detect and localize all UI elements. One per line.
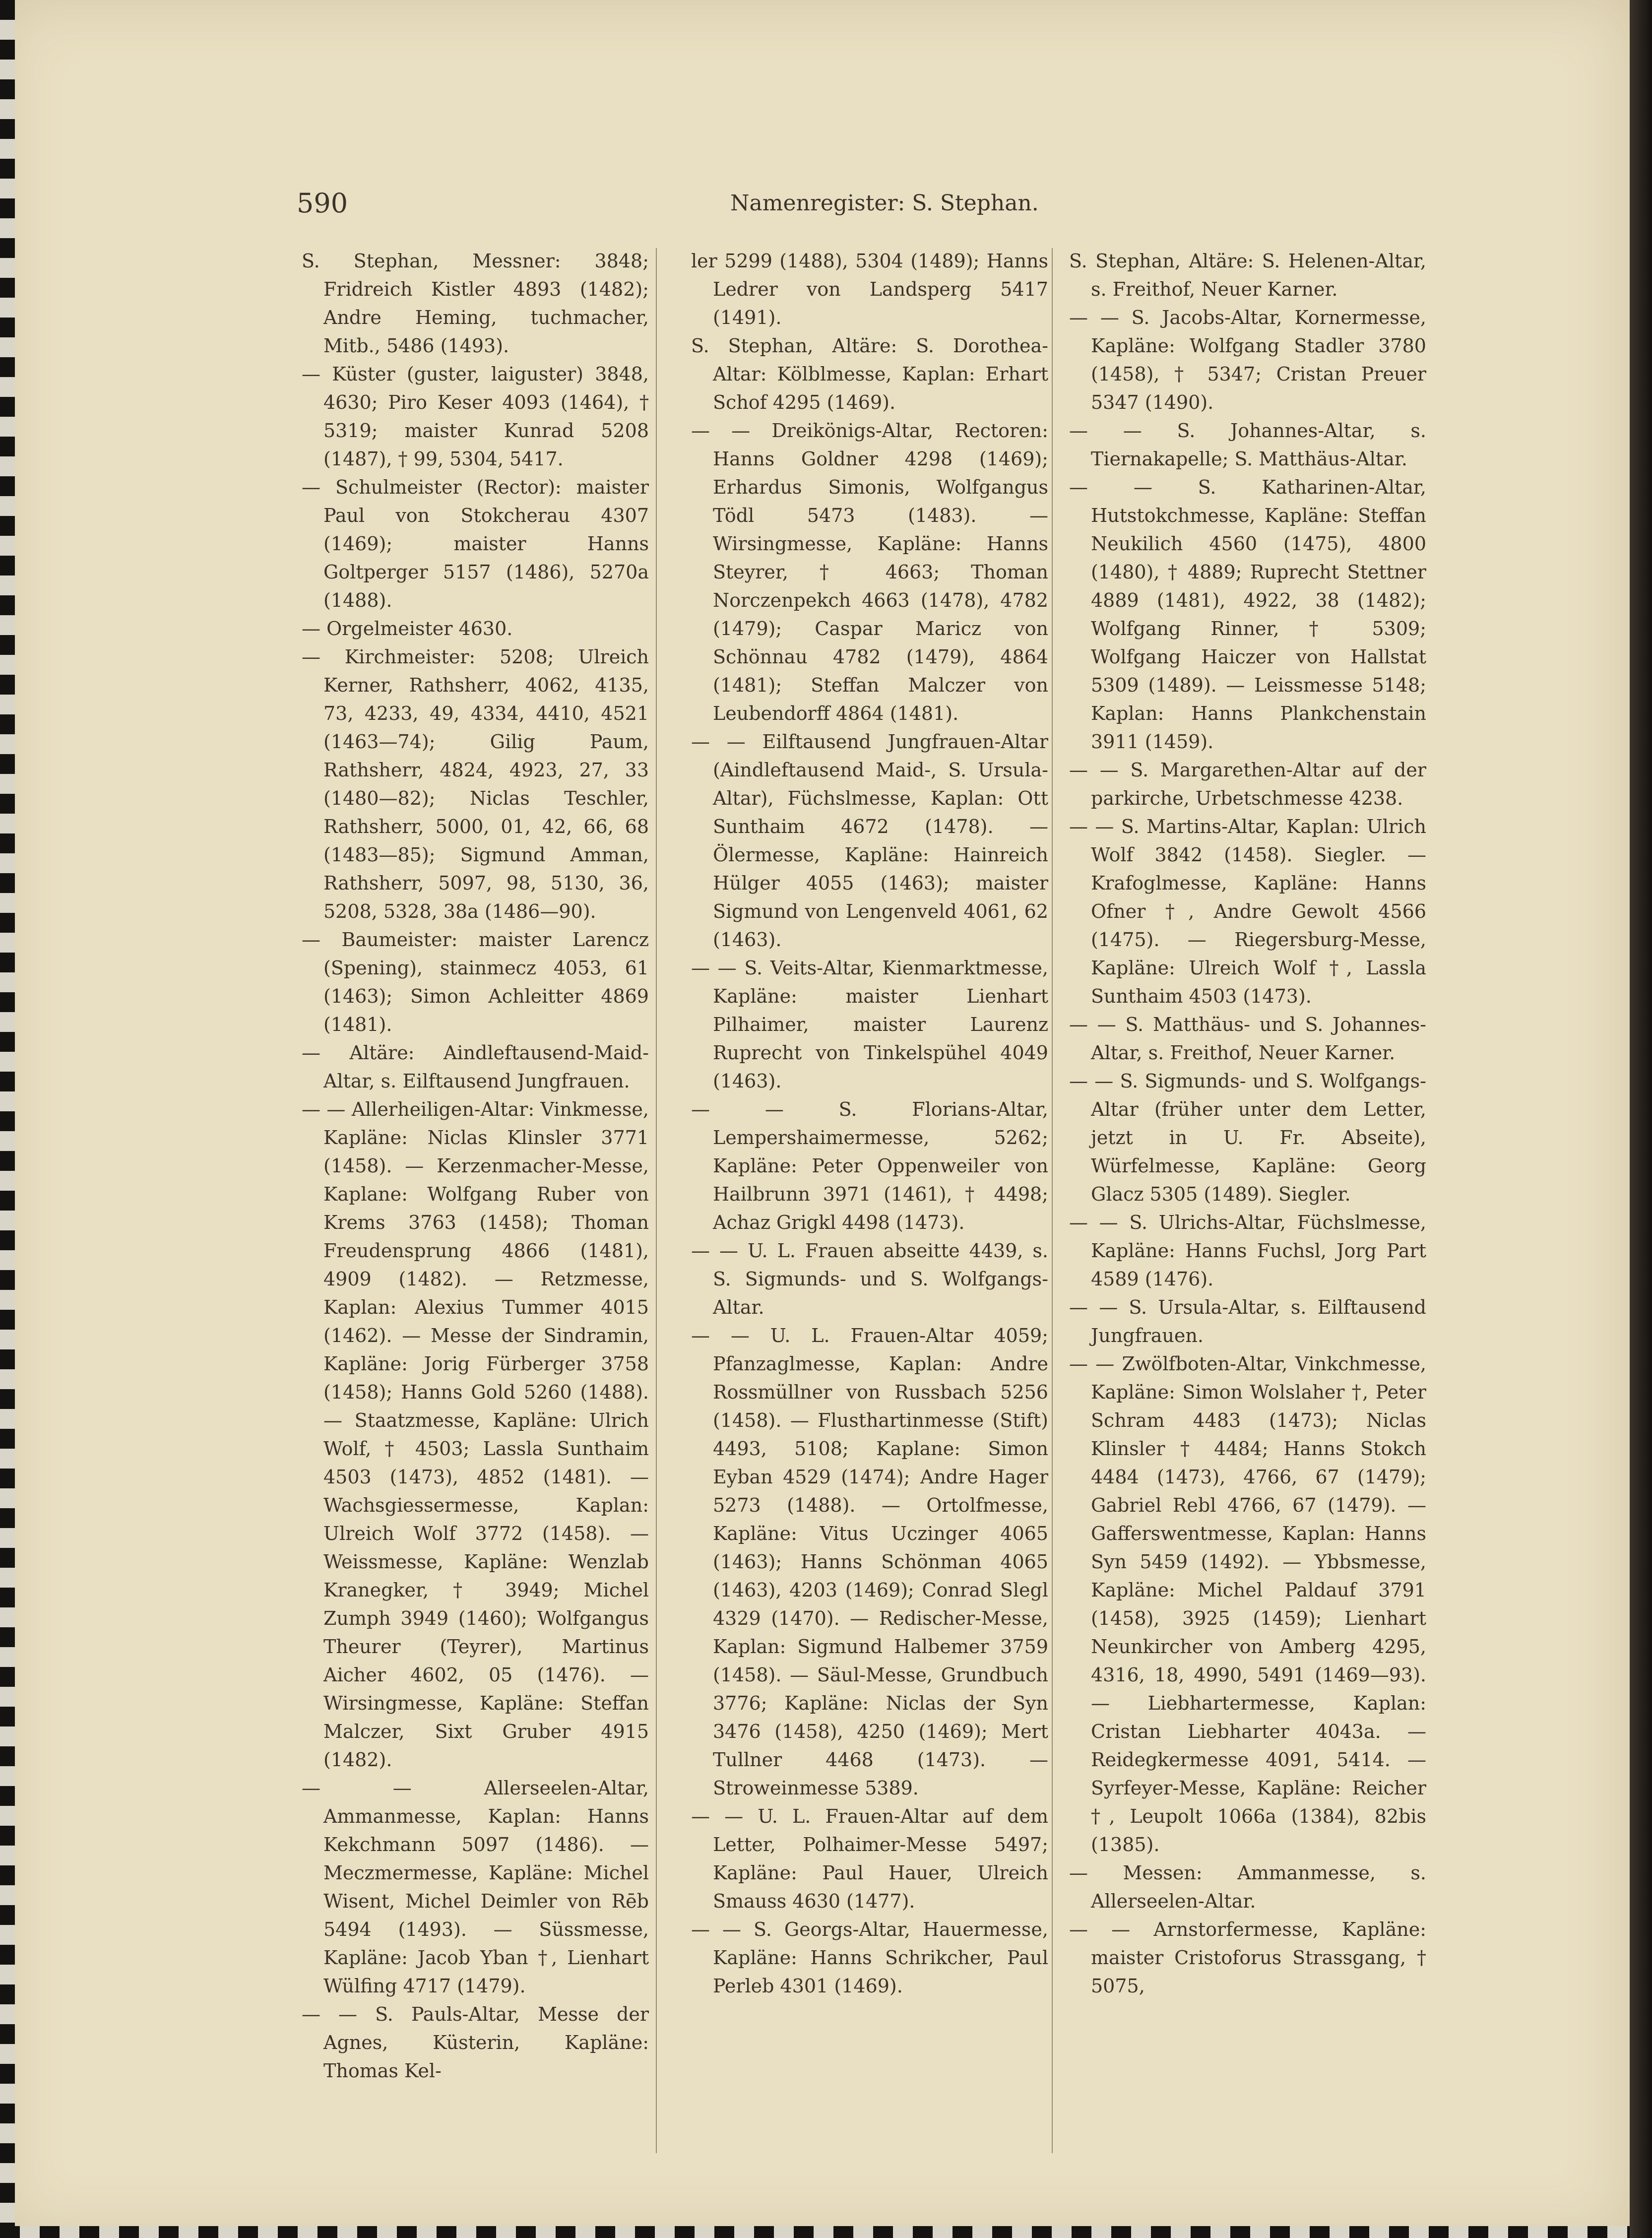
index-column-1 bbox=[302, 247, 649, 2182]
index-entry: — — S. Ursula-Altar, s. Eilftausend Jungfrauen. bbox=[1069, 1296, 1426, 1346]
index-column-3 bbox=[1069, 247, 1426, 2182]
index-entry: — — Dreikönigs-Altar, Rectoren: Hanns Goldner 4298 (1469); Erhardus Simonis, Wolfgangus Tödl 5473 (1483). — Wirsingmesse, Kapläne: Hanns Steyrer, † 4663; Thoman Norczenpekch 4663 (1478), 4782 (1479); Caspar Maricz von Schönnau 4782 (1479), 4864 (1481); Steffan Malczer von Leubendorff 4864 (1481). bbox=[691, 420, 1048, 724]
index-column-2 bbox=[691, 247, 1048, 2182]
index-entry: — — S. Katharinen-Altar, Hutstokchmesse, Kapläne: Steffan Neukilich 4560 (1475), 4800 (1480), † 4889; Ruprecht Stettner 4889 (1481), 4922, 38 (1482); Wolfgang Rinner, † 5309; Wolfgang Haiczer von Hallstat 5309 (1489). — Leissmesse 5148; Kaplan: Hanns Plankchenstain 3911 (1459). bbox=[1069, 476, 1426, 753]
index-entry: — Orgelmeister 4630. bbox=[302, 618, 513, 639]
index-entry: — Altäre: Aindleftausend-Maid-Altar, s. Eilftausend Jungfrauen. bbox=[302, 1042, 649, 1092]
page-number: 590 bbox=[297, 188, 348, 219]
index-entry: S. Stephan, Messner: 3848; Fridreich Kistler 4893 (1482); Andre Heming, tuchmacher, Mitb., 5486 (1493). bbox=[302, 250, 649, 357]
book-gutter bbox=[1630, 0, 1652, 2238]
index-entry: — — Allerseelen-Altar, Ammanmesse, Kaplan: Hanns Kekchmann 5097 (1486). — Meczmermesse, Kapläne: Michel Wisent, Michel Deimler von Rēb 5494 (1493). — Süssmesse, Kapläne: Jacob Yban †, Lienhart Wülfing 4717 (1479). bbox=[302, 1777, 649, 1997]
column-divider bbox=[656, 248, 657, 2153]
index-entry: — — S. Margarethen-Altar auf der parkirche, Urbetschmesse 4238. bbox=[1069, 759, 1426, 809]
running-head: Namenregister: S. Stephan. bbox=[730, 191, 1039, 216]
index-entry: — — S. Sigmunds- und S. Wolfgangs-Altar (früher unter dem Letter, jetzt in U. Fr. Abseite), Würfelmesse, Kapläne: Georg Glacz 5305 (1489). Siegler. bbox=[1069, 1070, 1426, 1205]
index-entry: — — Arnstorfermesse, Kapläne: maister Cristoforus Strassgang, † 5075, bbox=[1069, 1918, 1426, 1997]
index-entry: — — S. Veits-Altar, Kienmarktmesse, Kapläne: maister Lienhart Pilhaimer, maister Laurenz Ruprecht von Tinkelspühel 4049 (1463). bbox=[691, 957, 1048, 1092]
index-entry: — — Allerheiligen-Altar: Vinkmesse, Kapläne: Niclas Klinsler 3771 (1458). — Kerzenmacher-Messe, Kaplane: Wolfgang Ruber von Krems 3763 (1458); Thoman Freudensprung 4866 (1481), 4909 (1482). — Retzmesse, Kaplan: Alexius Tummer 4015 (1462). — Messe der Sindramin, Kapläne: Jorig Fürberger 3758 (1458); Hanns Gold 5260 (1488). — Staatzmesse, Kapläne: Ulrich Wolf, † 4503; Lassla Sunthaim 4503 (1473), 4852 (1481). — Wachsgiessermesse, Kaplan: Ulreich Wolf 3772 (1458). — Weissmesse, Kapläne: Wenzlab Kranegker, † 3949; Michel Zumph 3949 (1460); Wolfgangus Theurer (Teyrer), Martinus Aicher 4602, 05 (1476). — Wirsingmesse, Kapläne: Steffan Malczer, Sixt Gruber 4915 (1482). bbox=[302, 1098, 649, 1771]
index-entry: — — S. Pauls-Altar, Messe der Agnes, Küsterin, Kapläne: Thomas Kel- bbox=[302, 2003, 649, 2082]
color-scale-left bbox=[0, 0, 15, 2238]
color-scale-bottom bbox=[0, 2226, 1630, 2238]
index-entry: S. Stephan, Altäre: S. Helenen-Altar, s. Freithof, Neuer Karner. bbox=[1069, 250, 1426, 300]
index-entry: — — S. Martins-Altar, Kaplan: Ulrich Wolf 3842 (1458). Siegler. — Krafoglmesse, Kapläne: Hanns Ofner †, Andre Gewolt 4566 (1475). — Riegersburg-Messe, Kapläne: Ulreich Wolf †, Lassla Sunthaim 4503 (1473). bbox=[1069, 816, 1426, 1007]
index-entry: ler 5299 (1488), 5304 (1489); Hanns Ledrer von Landsperg 5417 (1491). bbox=[691, 250, 1048, 328]
index-entry: — Schulmeister (Rector): maister Paul von Stokcherau 4307 (1469); maister Hanns Goltperger 5157 (1486), 5270a (1488). bbox=[302, 476, 649, 611]
index-entry: — — U. L. Frauen abseitte 4439, s. S. Sigmunds- und S. Wolfgangs-Altar. bbox=[691, 1240, 1048, 1318]
index-entry: — Baumeister: maister Larencz (Spening), stainmecz 4053, 61 (1463); Simon Achleitter 4869 (1481). bbox=[302, 929, 649, 1035]
index-entry: — — Eilftausend Jungfrauen-Altar (Aindleftausend Maid-, S. Ursula-Altar), Füchslmesse, Kaplan: Ott Sunthaim 4672 (1478). — Ölermesse, Kapläne: Hainreich Hülger 4055 (1463); maister Sigmund von Lengenveld 4061, 62 (1463). bbox=[691, 731, 1048, 951]
page-header bbox=[0, 188, 1630, 217]
index-entry: — — S. Matthäus- und S. Johannes-Altar, s. Freithof, Neuer Karner. bbox=[1069, 1014, 1426, 1064]
index-entry: — — S. Johannes-Altar, s. Tiernakapelle; S. Matthäus-Altar. bbox=[1069, 420, 1426, 470]
index-entry: — — S. Jacobs-Altar, Kornermesse, Kapläne: Wolfgang Stadler 3780 (1458), † 5347; Cristan Preuer 5347 (1490). bbox=[1069, 307, 1426, 413]
index-entry: — — S. Florians-Altar, Lempershaimermesse, 5262; Kapläne: Peter Oppenweiler von Hailbrunn 3971 (1461), † 4498; Achaz Grigkl 4498 (1473). bbox=[691, 1098, 1048, 1233]
index-entry: — Küster (guster, laiguster) 3848, 4630; Piro Keser 4093 (1464), † 5319; maister Kunrad 5208 (1487), † 99, 5304, 5417. bbox=[302, 363, 649, 470]
index-entry: — — S. Ulrichs-Altar, Füchslmesse, Kapläne: Hanns Fuchsl, Jorg Part 4589 (1476). bbox=[1069, 1212, 1426, 1290]
index-entry: — Kirchmeister: 5208; Ulreich Kerner, Rathsherr, 4062, 4135, 73, 4233, 49, 4334, 4410, 4521 (1463—74); Gilig Paum, Rathsherr, 4824, 4923, 27, 33 (1480—82); Niclas Teschler, Rathsherr, 5000, 01, 42, 66, 68 (1483—85); Sigmund Amman, Rathsherr, 5097, 98, 5130, 36, 5208, 5328, 38a (1486—90). bbox=[302, 646, 649, 922]
index-entry: — — S. Georgs-Altar, Hauermesse, Kapläne: Hanns Schrikcher, Paul Perleb 4301 (1469). bbox=[691, 1918, 1048, 1997]
index-entry: — — Zwölfboten-Altar, Vinkchmesse, Kapläne: Simon Wolslaher †, Peter Schram 4483 (1473); Niclas Klinsler † 4484; Hanns Stokch 4484 (1473), 4766, 67 (1479); Gabriel Rebl 4766, 67 (1479). — Gafferswentmesse, Kaplan: Hanns Syn 5459 (1492). — Ybbsmesse, Kapläne: Michel Paldauf 3791 (1458), 3925 (1459); Lienhart Neunkircher von Amberg 4295, 4316, 18, 4990, 5491 (1469—93). — Liebhartermesse, Kaplan: Cristan Liebharter 4043a. — Reidegkermesse 4091, 5414. — Syrfeyer-Messe, Kapläne: Reicher †, Leupolt 1066a (1384), 82bis (1385). bbox=[1069, 1353, 1426, 1855]
index-entry: — Messen: Ammanmesse, s. Allerseelen-Altar. bbox=[1069, 1862, 1426, 1912]
index-entry: S. Stephan, Altäre: S. Dorothea-Altar: Kölblmesse, Kaplan: Erhart Schof 4295 (1469). bbox=[691, 335, 1048, 413]
index-entry: — — U. L. Frauen-Altar auf dem Letter, Polhaimer-Messe 5497; Kapläne: Paul Hauer, Ulreich Smauss 4630 (1477). bbox=[691, 1805, 1048, 1912]
index-entry: — — U. L. Frauen-Altar 4059; Pfanzaglmesse, Kaplan: Andre Rossmüllner von Russbach 5256 (1458). — Flusthartinmesse (Stift) 4493, 5108; Kaplane: Simon Eyban 4529 (1474); Andre Hager 5273 (1488). — Ortolfmesse, Kapläne: Vitus Uczinger 4065 (1463); Hanns Schönman 4065 (1463), 4203 (1469); Conrad Slegl 4329 (1470). — Redischer-Messe, Kaplan: Sigmund Halbemer 3759 (1458). — Säul-Messe, Grundbuch 3776; Kapläne: Niclas der Syn 3476 (1458), 4250 (1469); Mert Tullner 4468 (1473). — Stroweinmesse 5389. bbox=[691, 1325, 1048, 1799]
column-divider bbox=[1052, 248, 1053, 2153]
